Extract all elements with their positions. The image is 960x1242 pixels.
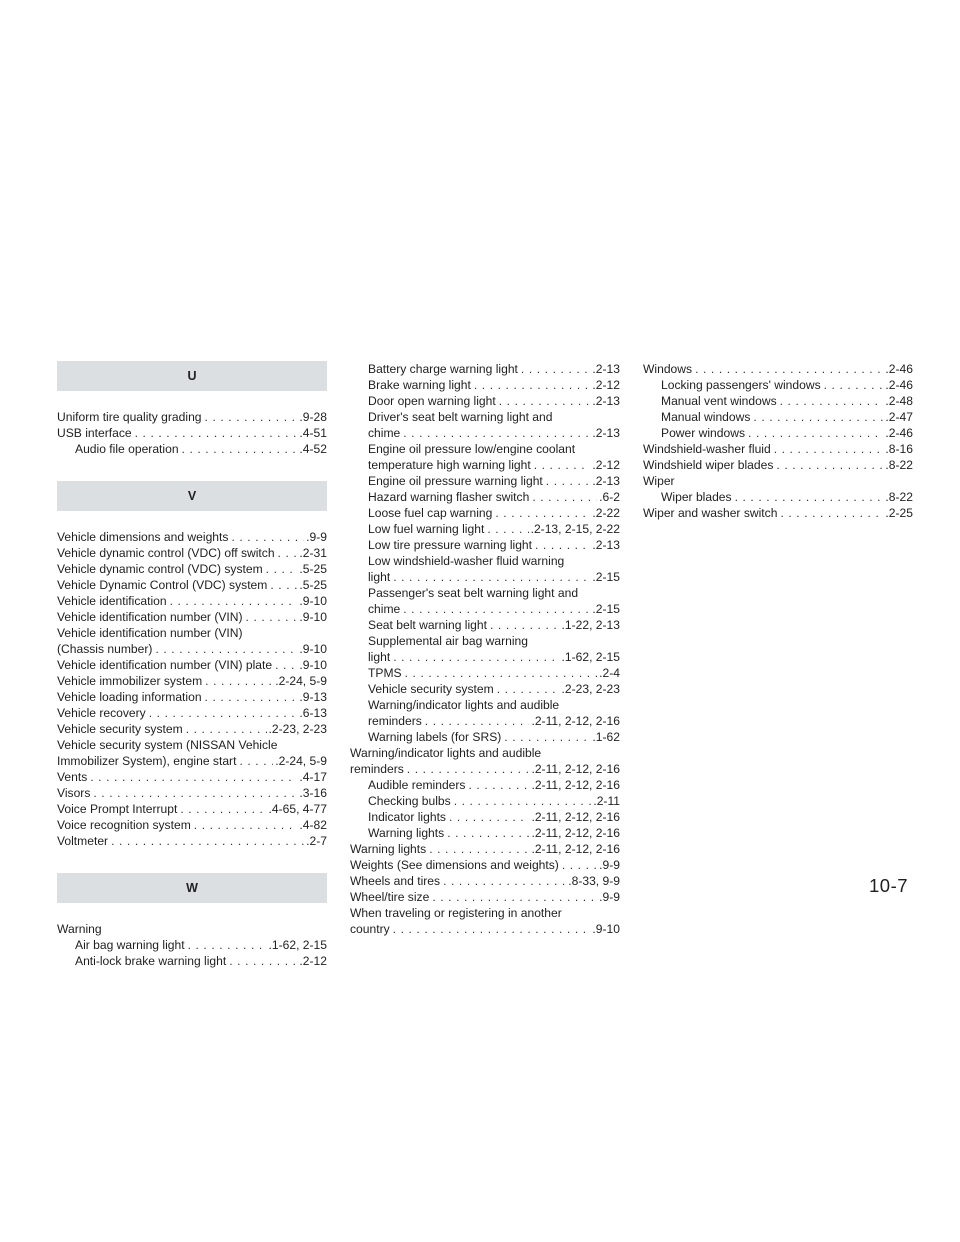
index-subentry-wrap-line: Engine oil pressure low/engine coolant	[368, 442, 576, 456]
index-column-3	[643, 361, 913, 521]
index-subentry: Wiper blades . . . .8-22	[643, 489, 913, 505]
index-entry: Vehicle Dynamic Control (VDC) system . . . .5-25	[57, 577, 327, 593]
index-entry: Warning lights . . . .2-11, 2-12, 2-16	[350, 841, 620, 857]
index-entry: Weights (See dimensions and weights) . . . .9-9	[350, 857, 620, 873]
index-entry-wrap-line: Vehicle security system (NISSAN Vehicle	[57, 738, 278, 752]
index-subentry-wrap-line: Driver's seat belt warning light and	[368, 410, 553, 424]
section-header-w: W	[57, 873, 327, 903]
index-subentry: Low tire pressure warning light . . . .2-13	[350, 537, 620, 553]
index-entry-wrap-line: Vehicle identification number (VIN)	[57, 626, 243, 640]
index-entry: Vehicle recovery . . . .6-13	[57, 705, 327, 721]
section-header-v: V	[57, 481, 327, 511]
index-subentry: Engine oil pressure warning light . . . .2-13	[350, 473, 620, 489]
index-entry-wiper: Wiper	[643, 474, 675, 488]
index-entry: Windshield wiper blades . . . .8-22	[643, 457, 913, 473]
index-subentry: Loose fuel cap warning . . . .2-22	[350, 505, 620, 521]
page-number: 10-7	[869, 875, 909, 896]
index-subentry: Air bag warning light . . . .1-62, 2-15	[57, 937, 327, 953]
index-subentry: temperature high warning light . . . .2-12	[350, 457, 620, 473]
section-header-u: U	[57, 361, 327, 391]
index-subentry: Power windows . . . .2-46	[643, 425, 913, 441]
index-entry: Vents . . . .4-17	[57, 769, 327, 785]
index-subentry: Indicator lights . . . .2-11, 2-12, 2-16	[350, 809, 620, 825]
index-subentry: light . . . .1-62, 2-15	[350, 649, 620, 665]
index-subentry-wrap-line: Supplemental air bag warning	[368, 634, 529, 648]
index-subentry-wrap-line: Warning/indicator lights and audible	[368, 698, 560, 712]
index-subentry: Audio file operation . . . .4-52	[57, 441, 327, 457]
index-entry: Voice Prompt Interrupt . . . .4-65, 4-77	[57, 801, 327, 817]
index-entry: Wheels and tires . . . .8-33, 9-9	[350, 873, 620, 889]
index-subentry: Hazard warning flasher switch . . . .6-2	[350, 489, 620, 505]
index-entry: Voice recognition system . . . .4-82	[57, 817, 327, 833]
index-subentry: Audible reminders . . . .2-11, 2-12, 2-16	[350, 777, 620, 793]
index-subentry: Warning lights . . . .2-11, 2-12, 2-16	[350, 825, 620, 841]
index-entry: Vehicle identification number (VIN) plate . . . .9-10	[57, 657, 327, 673]
index-subentry: chime . . . .2-15	[350, 601, 620, 617]
index-entry: Vehicle dimensions and weights . . . .9-9	[57, 529, 327, 545]
index-entry: country . . . .9-10	[350, 921, 620, 937]
index-subentry: Manual windows . . . .2-47	[643, 409, 913, 425]
index-subentry: chime . . . .2-13	[350, 425, 620, 441]
index-subentry-wrap-line: Passenger's seat belt warning light and	[368, 586, 579, 600]
index-entry-wrap-line: When traveling or registering in another	[350, 906, 562, 920]
index-entry-wrap-line: Warning/indicator lights and audible	[350, 746, 542, 760]
index-entry: Vehicle dynamic control (VDC) off switch . . . .2-31	[57, 545, 327, 561]
index-entry: Windshield-washer fluid . . . .8-16	[643, 441, 913, 457]
index-entry: Wheel/tire size . . . .9-9	[350, 889, 620, 905]
index-entry: Visors . . . .3-16	[57, 785, 327, 801]
index-subentry: Checking bulbs . . . .2-11	[350, 793, 620, 809]
index-subentry-wrap-line: Low windshield-washer fluid warning	[368, 554, 565, 568]
index-subentry: Locking passengers' windows . . . .2-46	[643, 377, 913, 393]
index-subentry: TPMS . . . .2-4	[350, 665, 620, 681]
index-entry-warning: Warning	[57, 922, 102, 936]
index-entry: Windows . . . .2-46	[643, 361, 913, 377]
index-entry: Voltmeter . . . .2-7	[57, 833, 327, 849]
index-entry: Vehicle loading information . . . .9-13	[57, 689, 327, 705]
index-entry: Vehicle identification number (VIN) . . . .9-10	[57, 609, 327, 625]
index-entry: USB interface . . . .4-51	[57, 425, 327, 441]
index-subentry: Brake warning light . . . .2-12	[350, 377, 620, 393]
index-entry: Vehicle immobilizer system . . . .2-24, 5-9	[57, 673, 327, 689]
index-subentry: reminders . . . .2-11, 2-12, 2-16	[350, 713, 620, 729]
index-column-2	[350, 361, 620, 937]
index-subentry: Battery charge warning light . . . .2-13	[350, 361, 620, 377]
index-column-1	[57, 361, 327, 969]
index-entry: Vehicle dynamic control (VDC) system . . . .5-25	[57, 561, 327, 577]
index-entry: (Chassis number) . . . .9-10	[57, 641, 327, 657]
index-subentry: Low fuel warning light . . . .2-13, 2-15, 2-22	[350, 521, 620, 537]
index-entry: Uniform tire quality grading . . . .9-28	[57, 409, 327, 425]
index-subentry: Door open warning light . . . .2-13	[350, 393, 620, 409]
index-subentry: Warning labels (for SRS) . . . .1-62	[350, 729, 620, 745]
index-subentry: light . . . .2-15	[350, 569, 620, 585]
index-subentry: Anti-lock brake warning light . . . .2-12	[57, 953, 327, 969]
index-subentry: Vehicle security system . . . .2-23, 2-23	[350, 681, 620, 697]
index-entry: Vehicle identification . . . .9-10	[57, 593, 327, 609]
index-entry: reminders . . . .2-11, 2-12, 2-16	[350, 761, 620, 777]
index-entry: Wiper and washer switch . . . .2-25	[643, 505, 913, 521]
index-entry: Vehicle security system . . . .2-23, 2-23	[57, 721, 327, 737]
index-subentry: Seat belt warning light . . . .1-22, 2-13	[350, 617, 620, 633]
index-subentry: Manual vent windows . . . .2-48	[643, 393, 913, 409]
index-entry: Immobilizer System), engine start . . . .2-24, 5-9	[57, 753, 327, 769]
